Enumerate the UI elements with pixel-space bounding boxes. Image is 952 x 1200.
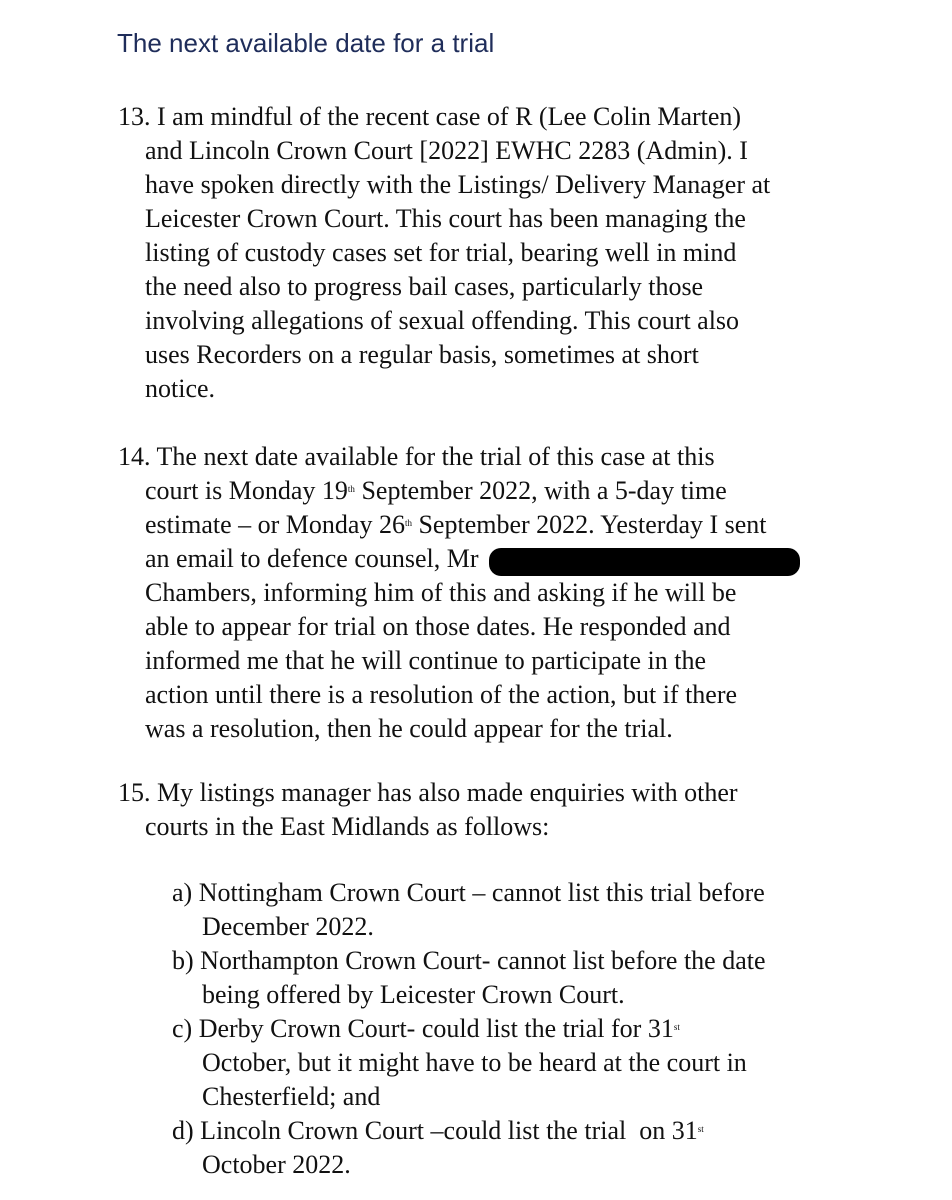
list-item-b-line: being offered by Leicester Crown Court. — [202, 980, 625, 1009]
paragraph-15-line: courts in the East Midlands as follows: — [145, 812, 550, 841]
redaction-mark — [489, 548, 800, 576]
paragraph-14-line: estimate – or Monday 26th September 2022. Yesterday I sent — [145, 510, 767, 539]
paragraph-13-line: Leicester Crown Court. This court has been managing the — [145, 204, 746, 233]
paragraph-14-line: able to appear for trial on those dates. He responded and — [145, 612, 731, 641]
paragraph-13-line: involving allegations of sexual offending. This court also — [145, 306, 740, 335]
paragraph-13-line: and Lincoln Crown Court [2022] EWHC 2283 (Admin). I — [145, 136, 748, 165]
paragraph-13-line: uses Recorders on a regular basis, sometimes at short — [145, 340, 699, 369]
superscript: th — [404, 518, 412, 528]
paragraph-14-line: action until there is a resolution of the action, but if there — [145, 680, 738, 709]
superscript: st — [673, 1022, 680, 1032]
paragraph-14-line: court is Monday 19th September 2022, with a 5-day time — [145, 476, 727, 505]
paragraph-14-line: 14. The next date available for the trial of this case at this — [118, 442, 715, 471]
list-item-d-line: d) Lincoln Crown Court –could list the trial on 31st — [172, 1116, 704, 1145]
paragraph-15-line: 15. My listings manager has also made enquiries with other — [118, 778, 738, 807]
paragraph-13-line: have spoken directly with the Listings/ Delivery Manager at — [145, 170, 771, 199]
paragraph-13-line: listing of custody cases set for trial, bearing well in mind — [145, 238, 737, 267]
list-item-b-line: b) Northampton Crown Court- cannot list before the date — [172, 946, 766, 975]
list-item-c-line: October, but it might have to be heard at the court in — [202, 1048, 747, 1077]
list-item-a-line: a) Nottingham Crown Court – cannot list this trial before — [172, 878, 765, 907]
list-item-a-line: December 2022. — [202, 912, 374, 941]
section-heading: The next available date for a trial — [117, 28, 495, 58]
superscript: st — [697, 1124, 704, 1134]
paragraph-14-line: was a resolution, then he could appear for the trial. — [145, 714, 673, 743]
paragraph-14-line: Chambers, informing him of this and asking if he will be — [145, 578, 737, 607]
paragraph-13-line: notice. — [145, 374, 216, 403]
list-item-c-line: c) Derby Crown Court- could list the trial for 31st — [172, 1014, 680, 1043]
paragraph-13-line: the need also to progress bail cases, particularly those — [145, 272, 704, 301]
paragraph-13-line: 13. I am mindful of the recent case of R (Lee Colin Marten) — [118, 102, 742, 131]
paragraph-14-line: an email to defence counsel, Mr — [145, 544, 479, 573]
list-item-c-line: Chesterfield; and — [202, 1082, 381, 1111]
superscript: th — [347, 484, 355, 494]
list-item-d-line: October 2022. — [202, 1150, 351, 1179]
paragraph-14-line: informed me that he will continue to participate in the — [145, 646, 706, 675]
